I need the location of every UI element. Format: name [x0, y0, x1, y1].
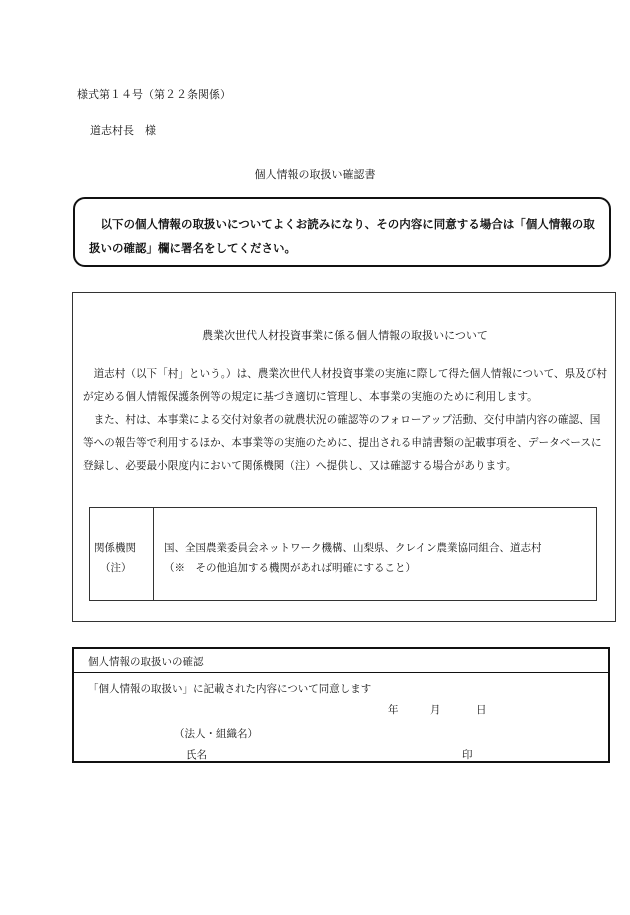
related-note: （※ その他追加する機関があれば明確にすること） — [164, 562, 416, 574]
date-field[interactable] — [388, 702, 487, 717]
info-body — [83, 363, 607, 478]
corp-name-label: （法人・組織名） — [174, 728, 258, 740]
name-label: 氏名 — [186, 749, 207, 761]
info-paragraph-2: また、村は、本事業による交付対象者の就農状況の確認等のフォローアップ活動、交付申請内容の確認、国等への報告等で利用するほか、本事業等の実施のために、提出される申請書類の記載事項を、データベースに登録し、必要最小限度内において関係機関（注）へ提供し、又は確認する場合があります。 — [83, 414, 602, 472]
seal-label: 印 — [462, 749, 473, 761]
month-label: 月 — [430, 704, 441, 716]
form-number: 様式第１４号（第２２条関係） — [77, 88, 231, 101]
related-label: 関係機関 — [94, 542, 136, 554]
info-section — [72, 292, 616, 622]
related-content-cell — [154, 508, 596, 600]
confirmation-heading: 個人情報の取扱いの確認 — [74, 649, 608, 673]
year-label: 年 — [388, 704, 399, 716]
page-title: 個人情報の取扱い確認書 — [254, 168, 376, 181]
addressee: 道志村長 様 — [90, 124, 156, 137]
notice-box — [73, 197, 611, 267]
confirmation-statement: 「個人情報の取扱い」に記載された内容について同意します — [88, 683, 372, 695]
related-label-cell — [90, 508, 154, 600]
related-orgs-table — [89, 507, 597, 601]
info-paragraph-1: 道志村（以下「村」という。）は、農業次世代人材投資事業の実施に際して得た個人情報について、県及び村が定める個人情報保護条例等の規定に基づき適切に管理し、本事業の実施のために利用します。 — [83, 368, 607, 403]
related-orgs: 国、全国農業委員会ネットワーク機構、山梨県、クレイン農業協同組合、道志村 — [164, 542, 542, 554]
day-label: 日 — [476, 704, 487, 716]
info-heading: 農業次世代人材投資事業に係る個人情報の取扱いについて — [202, 329, 488, 342]
related-label-note: （注） — [100, 562, 132, 574]
confirmation-section — [72, 647, 610, 763]
notice-text: 以下の個人情報の取扱いについてよくお読みになり、その内容に同意する場合は「個人情報の取扱いの確認」欄に署名をしてください。 — [89, 217, 595, 255]
